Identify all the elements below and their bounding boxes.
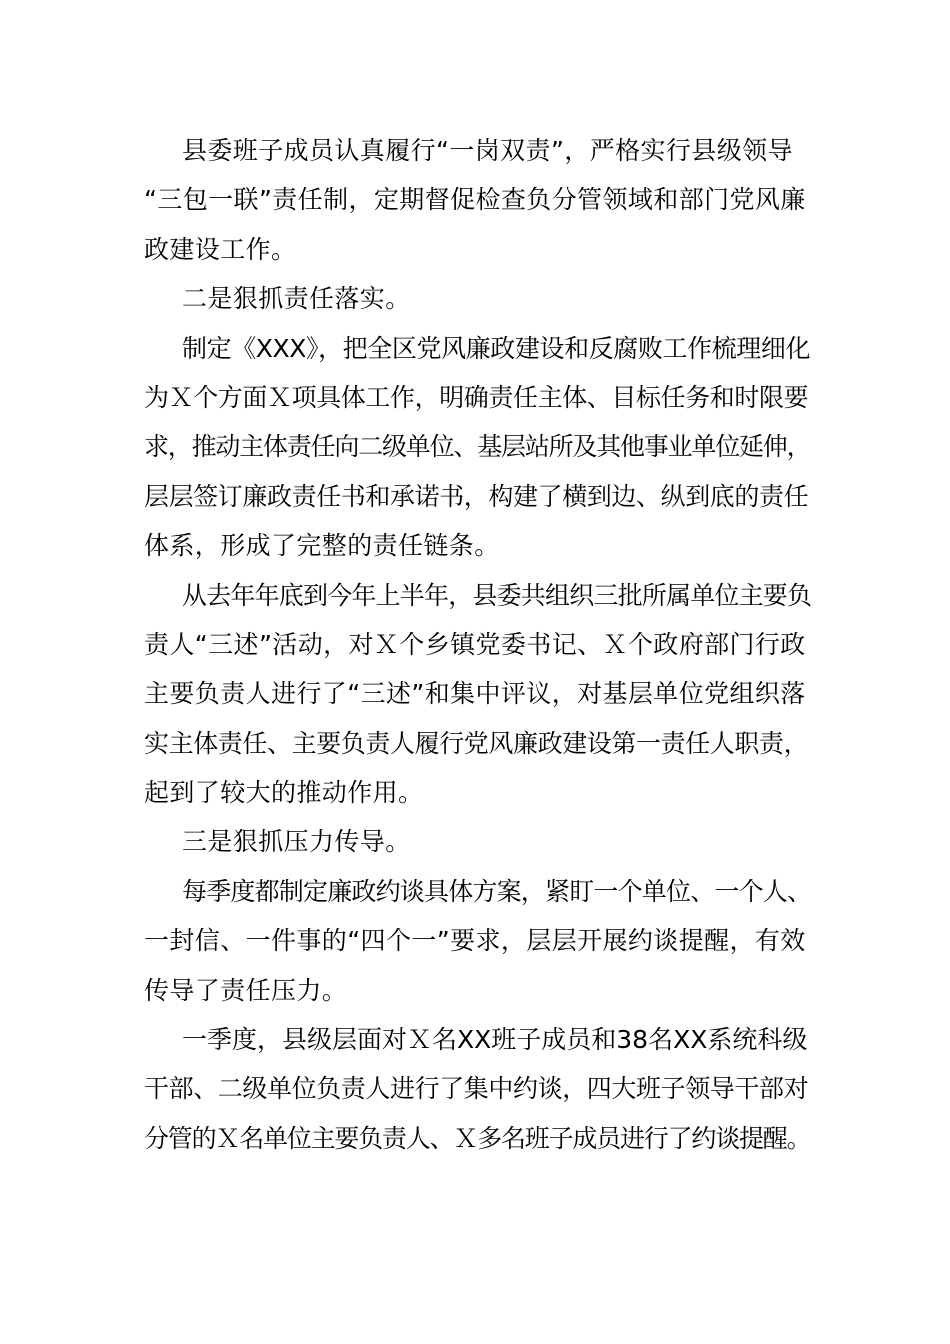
text-line: 政建设工作。 (144, 234, 297, 264)
text-line: 县委班子成员认真履行“一岗双责”，严格实行县级领导 (182, 136, 793, 165)
text-line: 为Ｘ个方面Ｘ项具体工作，明确责任主体、目标任务和时限要 (144, 382, 809, 412)
paragraph-5-heading (144, 817, 812, 866)
text-line: 责人“三述”活动，对Ｘ个乡镇党委书记、Ｘ个政府部门行政 (144, 629, 806, 659)
text-line: 一季度，县级层面对Ｘ名XX班子成员和38名XX系统科级 (182, 1025, 808, 1055)
paragraph-6 (144, 867, 812, 1015)
text-line: 每季度都制定廉政约谈具体方案，紧盯一个单位、一个人、 (182, 876, 812, 906)
paragraph-4 (144, 571, 812, 818)
section-heading: 三是狠抓压力传导。 (182, 827, 411, 857)
text-line: 求，推动主体责任向二级单位、基层站所及其他事业单位延伸， (144, 432, 811, 462)
text-line: 制定《XXX》，把全区党风廉政建设和反腐败工作梳理细化 (182, 333, 811, 363)
text-line: 实主体责任、主要负责人履行党风廉政建设第一责任人职责， (144, 728, 809, 758)
paragraph-3 (144, 324, 812, 571)
text-line: 传导了责任压力。 (144, 975, 348, 1005)
text-line: 主要负责人进行了“三述”和集中评议，对基层单位党组织落 (144, 679, 806, 709)
paragraph-1 (144, 126, 812, 274)
text-line: 一封信、一件事的“四个一”要求，层层开展约谈提醒，有效 (144, 926, 806, 956)
text-line: “三包一联”责任制，定期督促检查负分管领域和部门党风廉 (144, 185, 806, 215)
paragraph-2-heading (144, 274, 812, 323)
text-line: 干部、二级单位负责人进行了集中约谈，四大班子领导干部对 (144, 1074, 809, 1104)
text-line: 层层签订廉政责任书和承诺书，构建了横到边、纵到底的责任 (144, 481, 809, 511)
text-line: 体系，形成了完整的责任链条。 (144, 531, 500, 561)
section-heading: 二是狠抓责任落实。 (182, 284, 411, 314)
text-line: 从去年年底到今年上半年，县委共组织三批所属单位主要负 (182, 580, 812, 610)
text-line: 起到了较大的推动作用。 (144, 778, 424, 808)
text-line: 分管的Ｘ名单位主要负责人、Ｘ多名班子成员进行了约谈提醒。 (144, 1123, 811, 1153)
document-body (144, 126, 812, 1163)
paragraph-7 (144, 1015, 812, 1163)
